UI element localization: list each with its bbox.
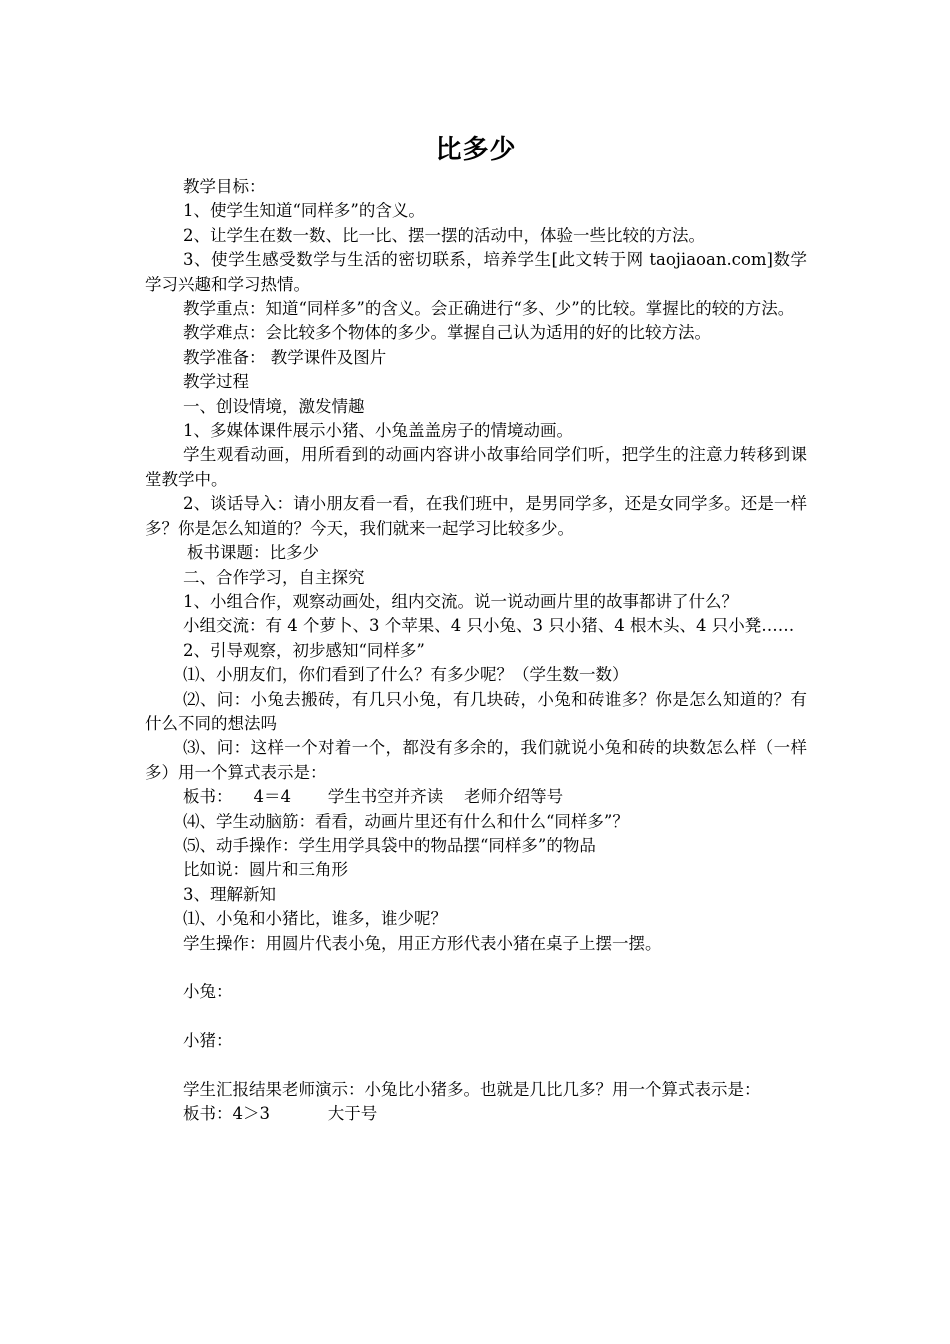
paragraph-board-topic: 板书课题：比多少 <box>187 543 319 563</box>
paragraph-understand-new: 3、理解新知 <box>183 884 276 904</box>
document-title: 比多少 <box>435 135 517 165</box>
paragraph-objective-1: 1、使学生知道“同样多”的含义。 <box>183 201 425 221</box>
paragraph-process-heading: 教学过程 <box>183 372 249 392</box>
paragraph-preparation: 教学准备： 教学课件及图片 <box>183 347 387 367</box>
paragraph-board-greater: 板书：4＞3 大于号 <box>183 1104 378 1124</box>
paragraph-objective-3: 3、使学生感受数学与生活的密切联系，培养学生[此文转于网 taojiaoan.com]数学学习兴趣和学习热情。 <box>145 250 807 294</box>
paragraph-student-operation: 学生操作：用圆片代表小兔，用正方形代表小猪在桌子上摆一摆。 <box>183 933 662 953</box>
paragraph-watch-animation: 学生观看动画，用所看到的动画内容讲小故事给同学们听，把学生的注意力转移到课堂教学中。 <box>145 445 807 489</box>
document-body <box>145 175 807 1127</box>
paragraph-group-exchange: 小组交流：有 4 个萝卜、3 个苹果、4 只小兔、3 只小猪、4 根木头、4 只小凳…… <box>183 616 795 636</box>
paragraph-question-1: ⑴、小朋友们，你们看到了什么？有多少呢？（学生数一数） <box>183 665 629 685</box>
paragraph-example: 比如说：圆片和三角形 <box>183 860 348 880</box>
paragraph-question-2: ⑵、问：小兔去搬砖，有几只小兔，有几块砖，小兔和砖谁多？你是怎么知道的？有什么不同的想法吗 <box>145 689 807 733</box>
paragraph-compare-question: ⑴、小兔和小猪比，谁多，谁少呢？ <box>183 909 447 929</box>
paragraph-multimedia: 1、多媒体课件展示小猪、小兔盖盖房子的情境动画。 <box>183 421 573 441</box>
paragraph-question-5: ⑸、动手操作：学生用学具袋中的物品摆“同样多”的物品 <box>183 835 596 855</box>
paragraph-rabbit-label: 小兔： <box>183 982 233 1002</box>
paragraph-difficulties: 教学难点：会比较多个物体的多少。掌握自己认为适用的好的比较方法。 <box>183 323 711 343</box>
paragraph-pig-label: 小猪： <box>183 1031 233 1051</box>
paragraph-report-result: 学生汇报结果老师演示：小兔比小猪多。也就是几比几多？用一个算式表示是： <box>183 1079 761 1099</box>
paragraph-question-3: ⑶、问：这样一个对着一个，都没有多余的，我们就说小兔和砖的块数怎么样（一样多）用一个算式表示是： <box>145 738 807 782</box>
paragraph-guided-observation: 2、引导观察，初步感知“同样多” <box>183 640 425 660</box>
paragraph-key-points: 教学重点：知道“同样多”的含义。会正确进行“多、少”的比较。掌握比的较的方法。 <box>183 299 795 319</box>
paragraph-objective-2: 2、让学生在数一数、比一比、摆一摆的活动中，体验一些比较的方法。 <box>183 225 705 245</box>
paragraph-section-2-heading: 二、合作学习，自主探究 <box>183 567 365 587</box>
paragraph-objectives-heading: 教学目标： <box>183 177 266 196</box>
paragraph-introduction: 2、谈话导入：请小朋友看一看，在我们班中，是男同学多，还是女同学多。还是一样多？你是怎么知道的？今天，我们就来一起学习比较多少。 <box>145 494 807 538</box>
paragraph-group-work: 1、小组合作，观察动画处，组内交流。说一说动画片里的故事都讲了什么？ <box>183 591 738 611</box>
paragraph-section-1-heading: 一、创设情境，激发情趣 <box>183 396 365 416</box>
paragraph-board-equal: 板书： 4＝4 学生书空并齐读 老师介绍等号 <box>183 787 564 807</box>
paragraph-question-4: ⑷、学生动脑筋：看看，动画片里还有什么和什么“同样多”？ <box>183 811 629 831</box>
